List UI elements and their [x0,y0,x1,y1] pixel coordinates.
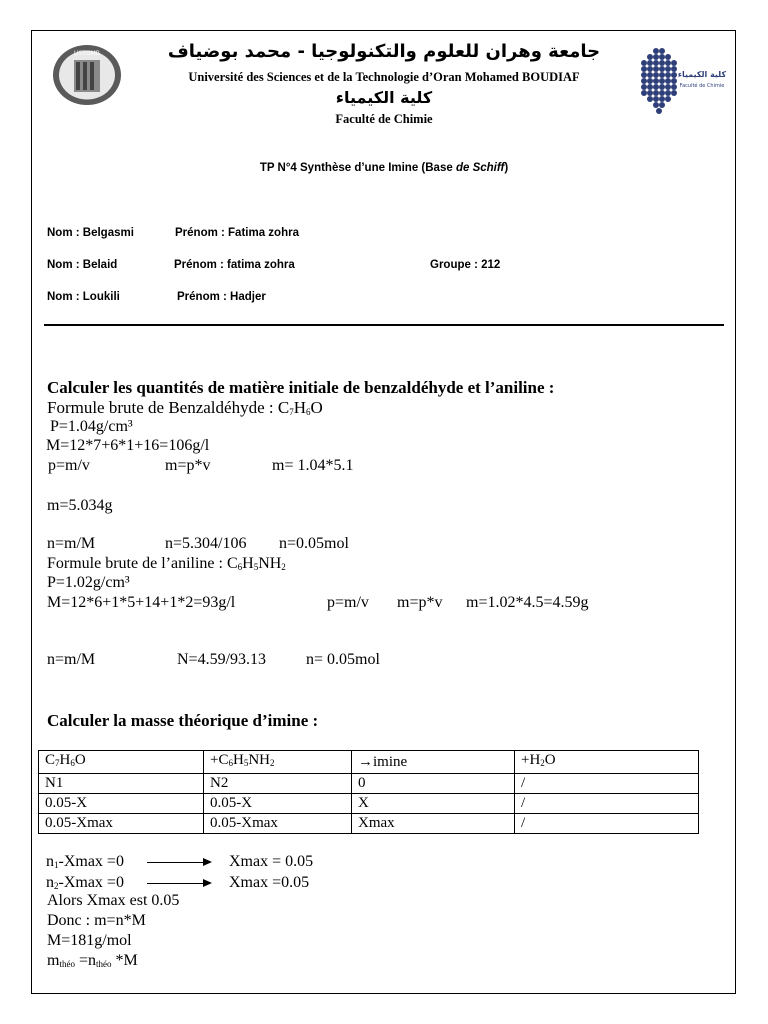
benzaldehyde-formula-label: Formule brute de Benzaldéhyde : [47,398,278,417]
table-cell: $+C_6H_5NH_2$ [204,751,352,774]
n2-xmax-line: $n_2$-Xmax =0 [46,874,124,891]
donc-line: Donc : m=n*M [47,912,146,929]
n-calc-1: n=5.304/106 [165,535,247,552]
table-row [39,751,699,774]
student-3-nom: Nom : Loukili [47,291,120,303]
table-cell: / [515,774,699,794]
density-2: P=1.02g/cm³ [47,574,130,591]
table-cell: X [352,794,515,814]
m-theo-line: $m_{théo} =n_{théo}$ *M [47,952,138,969]
mass-result-1: m=5.034g [47,497,113,514]
m-theo-suffix: *M [111,952,138,969]
table-cell: N2 [204,774,352,794]
tp-title-suffix: ) [504,162,509,174]
table-row [39,814,699,834]
molar-mass-2: M=12*6+1*5+14+1*2=93g/l [47,594,236,611]
student-1-prenom: Prénom : Fatima zohra [175,227,299,239]
section2-title: Calculer la masse théorique d’imine : [47,711,319,730]
n-formula-2: n=m/M [47,651,96,668]
divider [44,324,724,326]
student-2-nom: Nom : Belaid [47,259,118,271]
table-cell: N1 [39,774,204,794]
eq-m-calc-2: m=1.02*4.5=4.59g [466,594,589,611]
eq-m-calc-1: m= 1.04*5.1 [272,457,354,474]
table-cell: 0.05-X [39,794,204,814]
table-cell: 0 [352,774,515,794]
arrow-2-head [203,879,212,887]
arrow-1 [147,862,203,863]
n-result-1: n=0.05mol [279,535,349,552]
arrow-2 [147,883,203,884]
tp-title-italic: de Schiff [455,162,505,174]
groupe: Groupe : 212 [430,259,501,271]
n-calc-2: N=4.59/93.13 [177,651,267,668]
aniline-formula: Formule brute de l’aniline : $C_6H_5NH_2$ [47,555,286,572]
n-result-2: n= 0.05mol [306,651,380,668]
table-row [39,794,699,814]
eq-pmv-1: p=m/v [48,457,90,474]
benzaldehyde-formula: Formule brute de Benzaldéhyde : $C_7H_6O$ [47,398,323,417]
density-1: P=1.04g/cm³ [50,418,133,435]
table-cell: 0.05-X [204,794,352,814]
table-cell: $+H_2O$ [515,751,699,774]
student-2-prenom: Prénom : fatima zohra [174,259,295,271]
aniline-formula-label: Formule brute de l’aniline : [47,555,227,572]
university-name: Université des Sciences et de la Technologie d’Oran Mohamed BOUDIAF [188,70,580,84]
eq-mpv-2: m=p*v [397,594,443,611]
tp-title [0,162,768,174]
n1-xmax-line: $n_1$-Xmax =0 [46,853,124,870]
faculty-name: Faculté de Chimie [335,112,433,126]
section1-title: Calculer les quantités de matière initiale de benzaldéhyde et l’aniline : [47,378,555,397]
table-row [39,774,699,794]
molar-mass-imine: M=181g/mol [47,932,132,949]
eq-pmv-2: p=m/v [327,594,369,611]
table-cell: 0.05-Xmax [204,814,352,834]
logo-right-arabic: كلية الكيمياء [677,70,726,79]
table-cell: 0.05-Xmax [39,814,204,834]
xmax-result-1: Xmax = 0.05 [229,853,314,870]
arabic-university-name: جامعة وهران للعلوم والتكنولوجيا - محمد بوضياف [167,41,601,62]
logo-right-text: Faculté de Chimie [679,83,725,89]
student-1-nom: Nom : Belgasmi [47,227,134,239]
eq-mpv-1: m=p*v [165,457,211,474]
table-cell: $C_7H_6O$ [39,751,204,774]
alors-line: Alors Xmax est 0.05 [47,892,180,909]
xmax-result-2: Xmax =0.05 [229,874,310,891]
molar-mass-1: M=12*7+6*1+16=106g/l [46,437,210,454]
arrow-1-head [203,858,212,866]
n2-xmax-text: -Xmax =0 [58,874,124,891]
n-formula-1: n=m/M [47,535,96,552]
table-cell: / [515,794,699,814]
page-frame [31,30,736,994]
student-3-prenom: Prénom : Hadjer [177,291,266,303]
reaction-table [38,750,699,834]
tp-title-prefix: TP N°4 Synthèse d’une Imine (Base [259,162,456,174]
table-cell: / [515,814,699,834]
logo-left-text: USTOMB [74,50,100,57]
arabic-faculty-name: كلية الكيمياء [335,88,433,107]
table-cell: Xmax [352,814,515,834]
table-cell: →imine [352,751,515,774]
n1-xmax-text: -Xmax =0 [58,853,124,870]
